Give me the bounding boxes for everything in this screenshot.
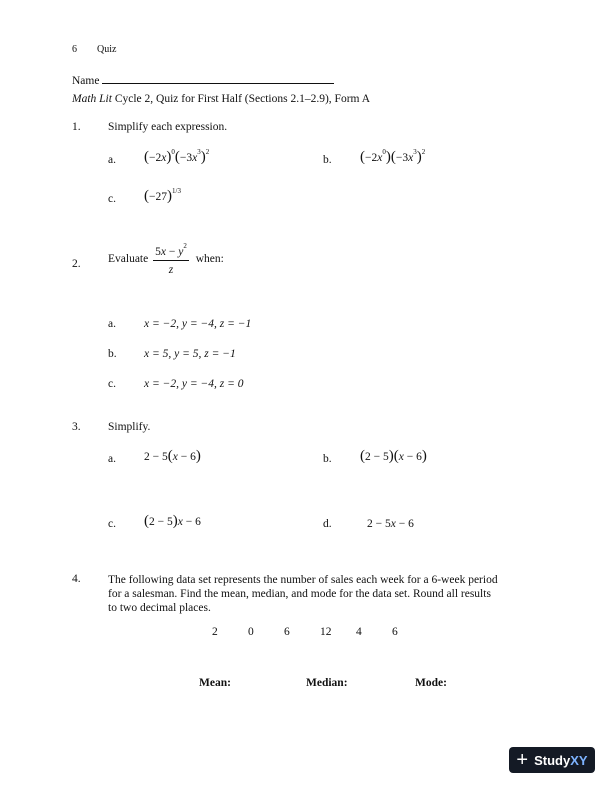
q3b-expression: (2 − 5)(x − 6) xyxy=(360,448,427,464)
q4-line-2: for a salesman. Find the mean, median, and mode for the data set. Round all results xyxy=(108,588,491,600)
q2a-label: a. xyxy=(108,318,116,330)
q1a-expression: $(-2x)^0(-3x^3)^2$ xyxy=(144,148,210,165)
quiz-title xyxy=(72,93,370,105)
q1-number: 1. xyxy=(72,121,81,133)
q3-prompt: Simplify. xyxy=(108,421,151,433)
q3a-expression: 2 − 5(x − 6) xyxy=(144,448,201,464)
brand-main: Study xyxy=(534,752,571,768)
name-label: Name xyxy=(72,75,100,87)
q1-prompt: Simplify each expression. xyxy=(108,121,228,133)
data-value-6: 6 xyxy=(392,626,398,638)
q1b-label: b. xyxy=(323,154,332,166)
q1c-label: c. xyxy=(108,193,116,205)
data-value-5: 4 xyxy=(356,626,362,638)
q1a-label: a. xyxy=(108,154,116,166)
plus-icon: + xyxy=(516,749,529,771)
q2-prompt: Evaluate xyxy=(108,253,149,265)
q2c-label: c. xyxy=(108,378,116,390)
studyxy-badge[interactable] xyxy=(509,747,595,773)
title-rest: Cycle 2, Quiz for First Half (Sections 2.1–2.9), Form A xyxy=(111,93,371,105)
q4-prompt xyxy=(108,573,498,615)
title-italic: Math Lit xyxy=(72,93,112,105)
q2b-label: b. xyxy=(108,348,117,360)
q2a-values: x = −2, y = −4, z = −1 xyxy=(144,318,252,330)
data-value-1: 2 xyxy=(212,626,218,638)
brand-accent: XY xyxy=(570,752,588,768)
q2-number: 2. xyxy=(72,258,81,270)
mean-label: Mean: xyxy=(199,677,231,689)
q4-line-3: to two decimal places. xyxy=(108,602,211,614)
name-blank-line xyxy=(102,73,334,84)
q2-fraction: $\frac{5x - y^2}{z}$ xyxy=(155,242,187,276)
data-value-4: 12 xyxy=(320,626,332,638)
q3d-expression: 2 − 5x − 6 xyxy=(367,518,414,530)
page-number: 6 xyxy=(72,44,77,55)
q4-number: 4. xyxy=(72,573,81,585)
q3-number: 3. xyxy=(72,421,81,433)
q3a-label: a. xyxy=(108,453,116,465)
mode-label: Mode: xyxy=(415,677,447,689)
median-label: Median: xyxy=(306,677,348,689)
q1c-expression: $(-27)^{1/3}$ xyxy=(144,187,181,204)
header-label: Quiz xyxy=(97,44,117,55)
q2-prompt-row xyxy=(108,242,224,276)
data-value-3: 6 xyxy=(284,626,290,638)
q2-after: when: xyxy=(195,253,224,265)
q3c-expression: (2 − 5)x − 6 xyxy=(144,513,201,529)
q3d-label: d. xyxy=(323,518,332,530)
q3c-label: c. xyxy=(108,518,116,530)
name-row xyxy=(72,73,334,87)
q2c-values: x = −2, y = −4, z = 0 xyxy=(144,378,244,390)
data-value-2: 0 xyxy=(248,626,254,638)
q4-line-1: The following data set represents the number of sales each week for a 6-week period xyxy=(108,574,498,586)
q1b-expression: $(-2x^0)(-3x^3)^2$ xyxy=(360,148,426,165)
q2b-values: x = 5, y = 5, z = −1 xyxy=(144,348,236,360)
q3b-label: b. xyxy=(323,453,332,465)
